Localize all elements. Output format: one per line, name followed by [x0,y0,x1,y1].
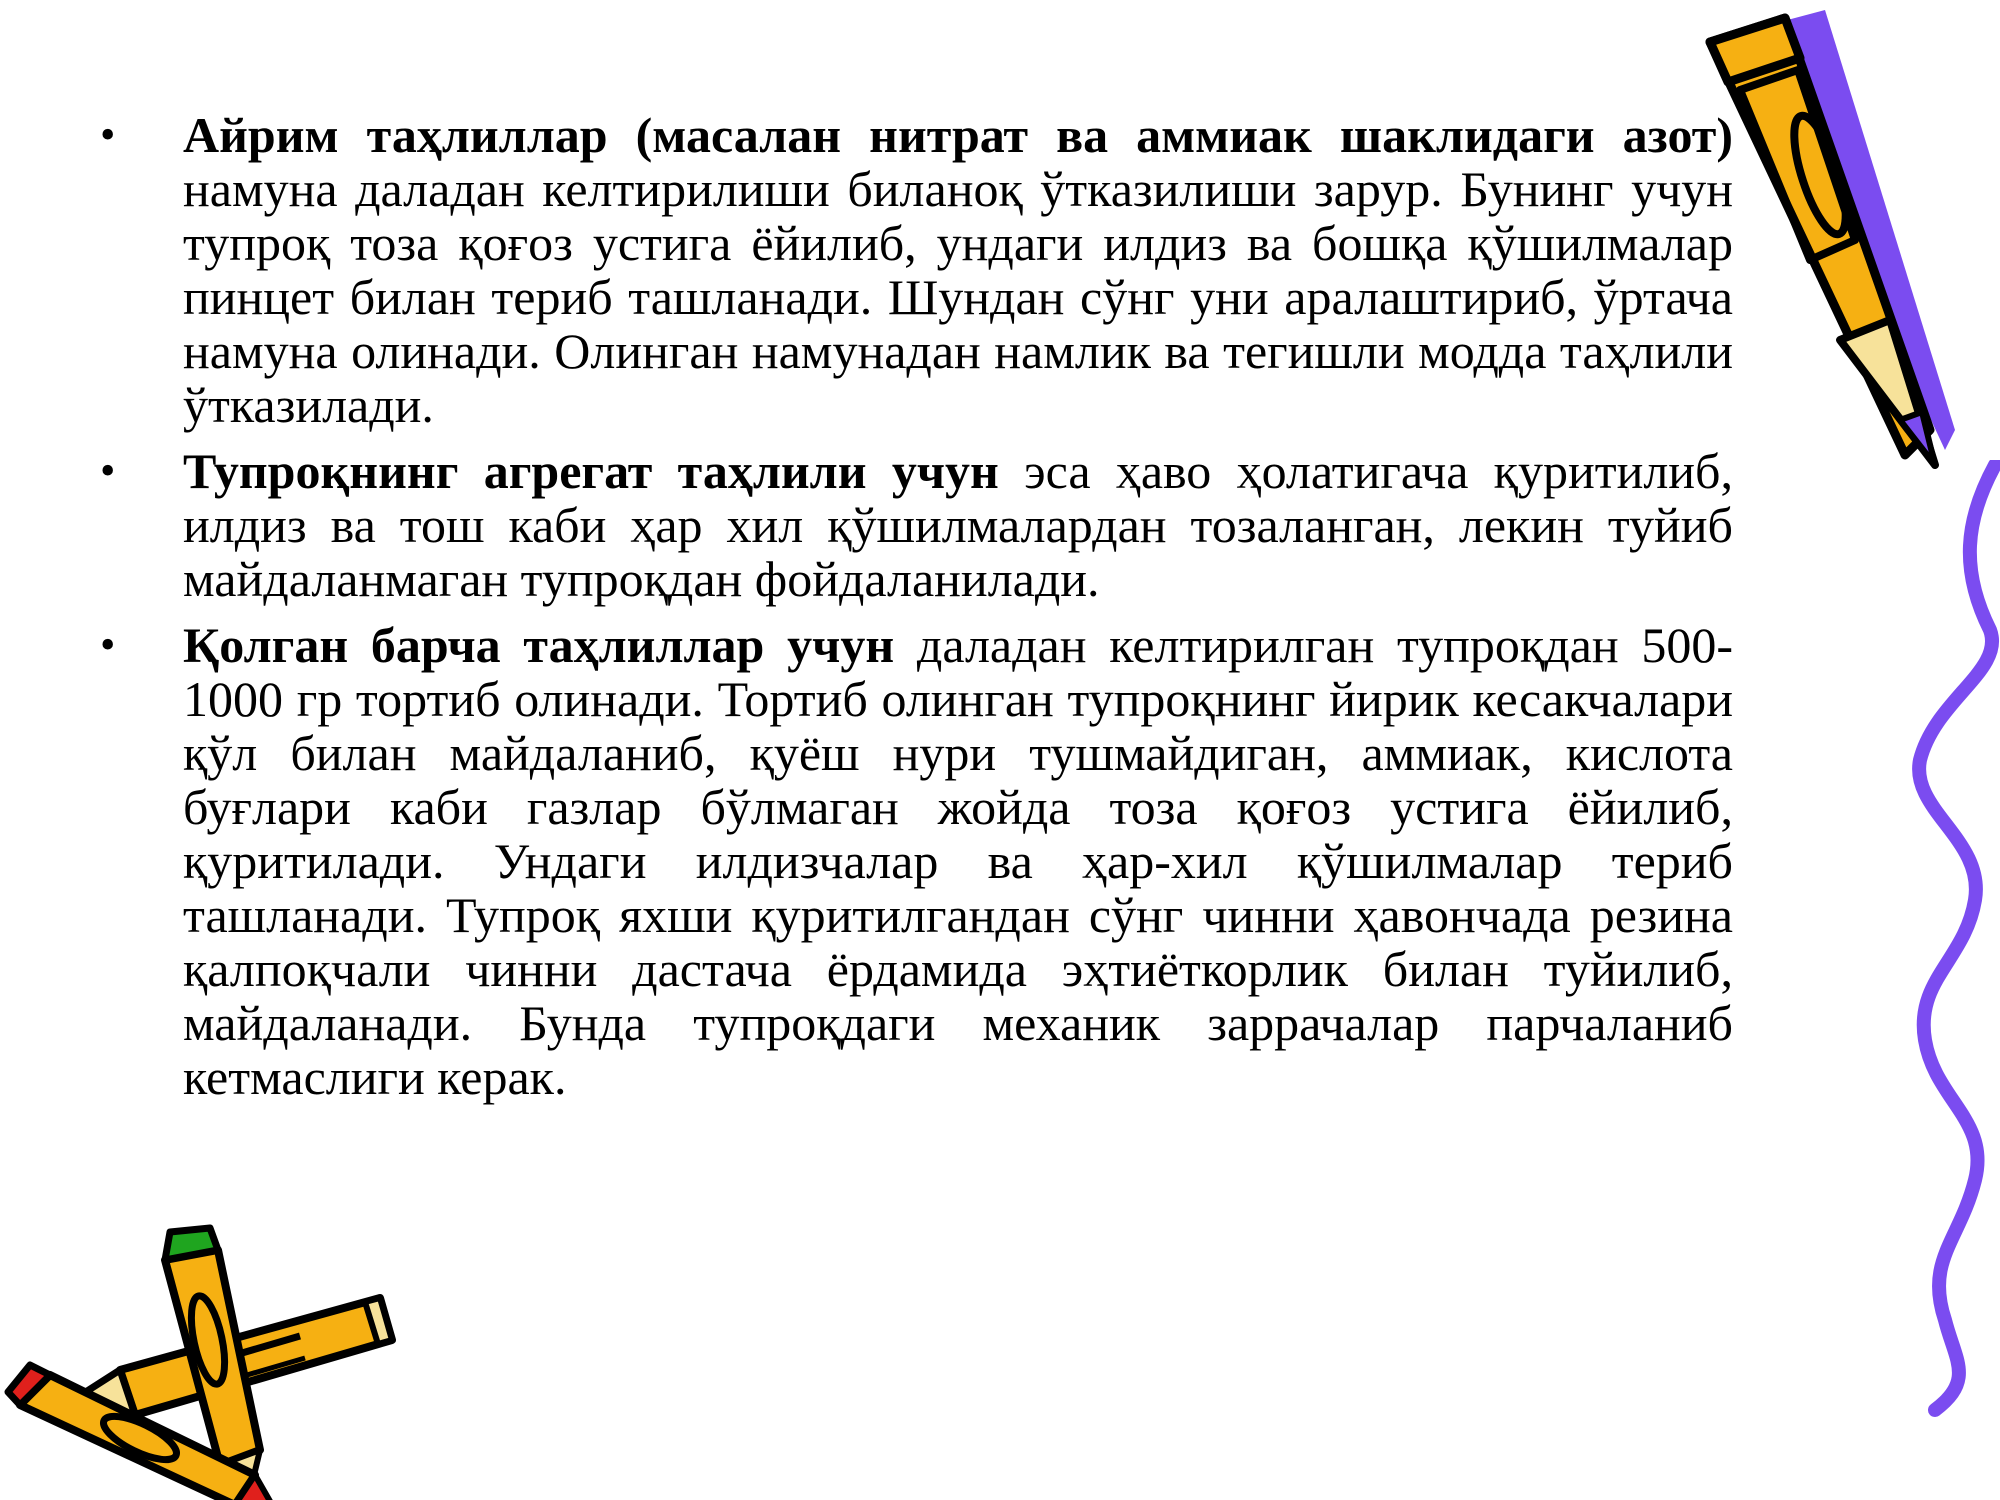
bullet-item-other-analyses [100,618,1733,1104]
bullet-heading: Айрим таҳлиллар (масалан нитрат ва аммиак шаклидаги азот) [183,107,1733,163]
bullet-symbol: • [100,446,116,495]
bullet-item-aggregate [100,444,1733,606]
wavy-line-decoration [1905,460,2000,1420]
large-pencil-icon [1690,10,1980,480]
crossed-pencils-icon [0,1220,410,1500]
bullet-symbol: • [100,620,116,669]
bullet-symbol: • [100,110,116,159]
bullet-text: даладан келтирилган тупроқдан 500-1000 гр тортиб олинади. Тортиб олинган тупроқнинг йирик кесакчалари қўл билан майдаланиб, қуёш нури тушмайдиган, аммиак, кислота буғлари каби газлар бўлмаган жойда тоза қоғоз устига ёйилиб, қуритилади. Ундаги илдизчалар ва ҳар-хил қўшилмалар териб ташланади. Тупроқ яхши қуритилгандан сўнг чинни ҳавончада резина қалпоқчали чинни дастача ёрдамида эҳтиёткорлик билан туйилиб, майдаланади. Бунда тупроқдаги механик заррачалар парчаланиб кетмаслиги керак. [183,617,1734,1105]
bullet-text: намуна даладан келтирилиши биланоқ ўтказилиши зарур. Бунинг учун тупроқ тоза қоғоз устига ёйилиб, ундаги илдиз ва бошқа қўшилмалар пинцет билан териб ташланади. Шундан сўнг уни аралаштириб, ўртача намуна олинади. Олинган намунадан намлик ва тегишли модда таҳлили ўтказилади. [183,161,1733,433]
bullet-item-nitrate [100,108,1733,432]
bullet-heading: Қолган барча таҳлиллар учун [183,617,895,673]
bullet-list [100,108,1733,1116]
bullet-text: эса ҳаво ҳолатигача қуритилиб, илдиз ва тош каби ҳар хил қўшилмалардан тозаланган, лекин туйиб майдаланмаган тупроқдан фойдаланилади. [183,443,1733,607]
bullet-heading: Тупроқнинг агрегат таҳлили учун [183,443,999,499]
